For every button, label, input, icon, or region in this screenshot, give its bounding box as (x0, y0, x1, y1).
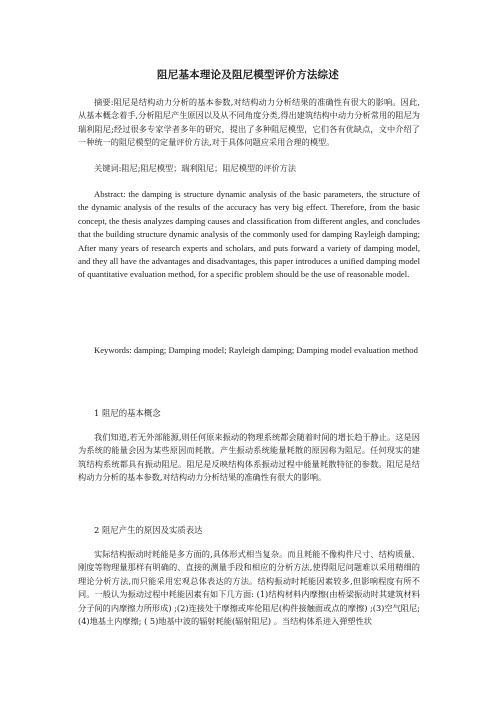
section-2-text: 实际结构振动时耗能是多方面的,具体形式相当复杂。而且耗能不像构件尺寸、结构质量、刚度等物理量那样有明确的、直接的测量手段和相应的分析方法,使得阻尼问题难以采用精细的理论分析方法,而只能采用宏观总体表达的方法。结构振动时耗能因素较多,但影响程度有所不同。一般认为振动过程中耗能因素有如下几方面: (1)结构材料内摩擦(由桥梁振动时其建筑材料分子间的内摩擦力所形成) ;(2)连接处干摩擦或库伦阻尼(构件接触面或点的摩擦) ;(3)空气阻尼; (4)地基土内摩擦; ( 5)地基中波的辐射耗能(辐射阻尼) 。当结构体系进入弹塑性状 (78, 549, 420, 627)
abstract-english: Abstract: the damping is structure dynamic analysis of the basic parameters, the structure of the dynamic analysis of the results of the accuracy has very big effect. Therefore, from the basic concept, the thesis analyzes damping causes and classification from different angles, and concludes that the building structure dynamic analysis of the commonly used for damping Rayleigh damping; After many years of research experts and scholars, and puts forward a variety of damping model, and they all have the advantages and disadvantages, this paper introduces a unified damping model of quantitative evaluation method, for a specific problem should be the use of reasonable model. (78, 189, 420, 280)
abstract-chinese: 摘要:阻尼是结构动力分析的基本参数,对结构动力分析结果的准确性有很大的影响。因此,从基本概念着手,分析阻尼产生原因以及从不同角度分类,得出建筑结构中动力分析常用的阻尼为瑞利阻尼;经过很多专家学者多年的研究，提出了多种阻尼模型，它们各有优缺点，文中介绍了一种统一的阻尼模型的定量评价方法,对于具体问题应采用合理的模型。 (78, 97, 420, 148)
keywords-english: Keywords: damping; Damping model; Rayleigh damping; Damping model evaluation method (94, 345, 418, 355)
section-1-heading: 1 阻尼的基本概念 (94, 408, 161, 418)
section-1-text: 我们知道,若无外部能源,则任何原来振动的物理系统都会随着时间的增长趋于静止。这是因为系统的能量会因为某些原因而耗散。产生振动系统能量耗散的原因称为阻尼。任何现实的建筑结构系统都具有振动阻尼。阻尼是反映结构体系振动过程中能量耗散特征的参数。阻尼是结构动力分析的基本参数,对结构动力分析结果的准确性有很大的影响。 (78, 432, 420, 483)
section-2-heading: 2 阻尼产生的原因及实质表达 (94, 525, 203, 535)
paper-title: 阻尼基本理论及阻尼模型评价方法综述 (157, 69, 339, 81)
keywords-chinese: 关键词:阻尼;阻尼模型；瑞利阻尼；阻尼模型的评价方法 (94, 163, 297, 173)
